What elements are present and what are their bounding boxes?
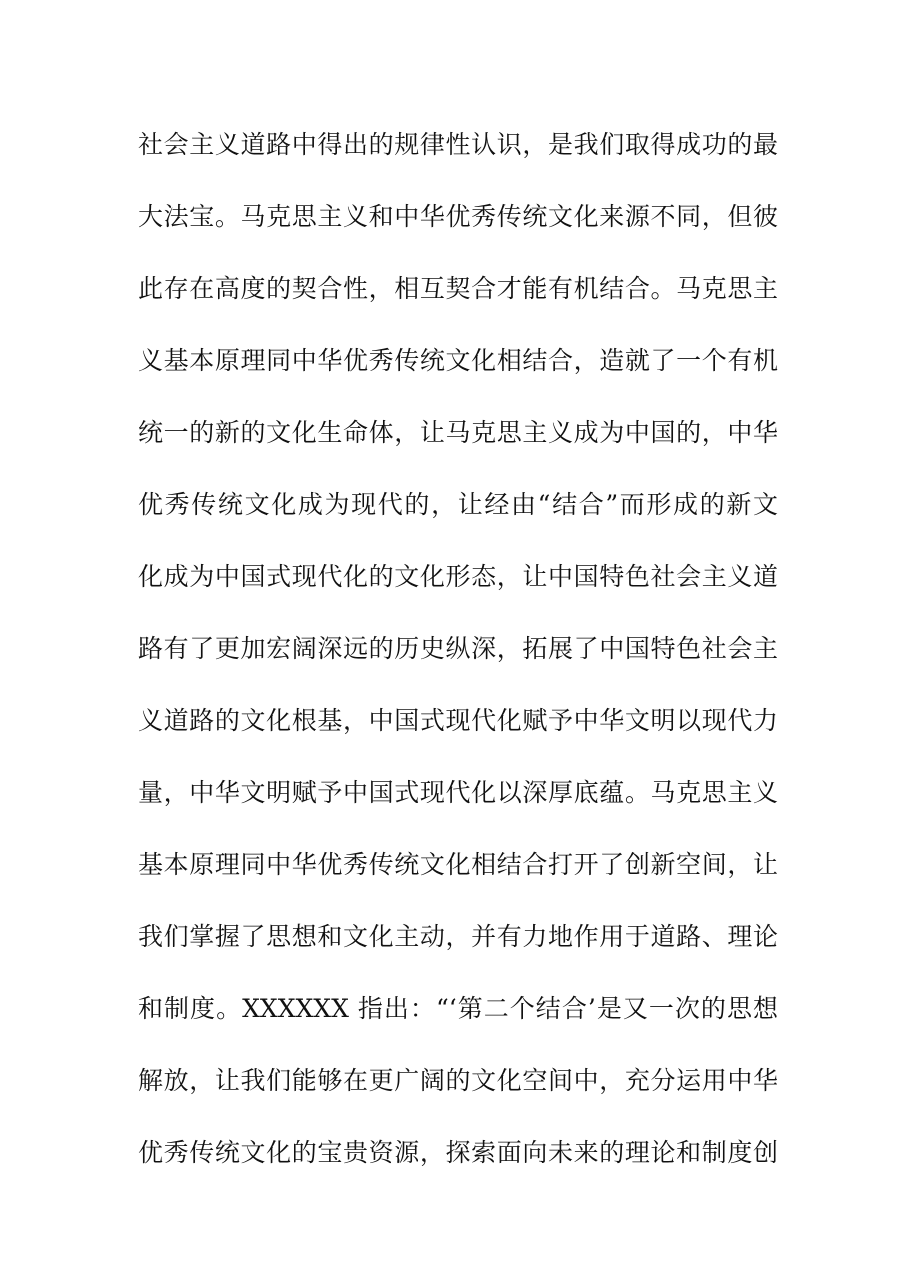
text-line: 路有了更加宏阔深远的历史纵深，拓展了中国特色社会主 <box>138 634 778 663</box>
text-line: 化成为中国式现代化的文化形态，让中国特色社会主义道 <box>138 562 778 591</box>
text-line: 和制度。XXXXXX 指出：“‘第二个结合’是又一次的思想 <box>138 994 778 1023</box>
text-line: 优秀传统文化成为现代的，让经由“结合”而形成的新文 <box>138 490 778 519</box>
text-line: 统一的新的文化生命体，让马克思主义成为中国的，中华 <box>138 418 778 447</box>
text-line: 优秀传统文化的宝贵资源，探索面向未来的理论和制度创 <box>138 1138 778 1167</box>
text-line: 大法宝。马克思主义和中华优秀传统文化来源不同，但彼 <box>138 202 778 231</box>
text-line: 此存在高度的契合性，相互契合才能有机结合。马克思主 <box>138 274 778 303</box>
text-line: 义基本原理同中华优秀传统文化相结合，造就了一个有机 <box>138 346 778 375</box>
text-line: 基本原理同中华优秀传统文化相结合打开了创新空间，让 <box>138 850 778 879</box>
text-line: 社会主义道路中得出的规律性认识，是我们取得成功的最 <box>138 130 778 159</box>
text-line: 解放，让我们能够在更广阔的文化空间中，充分运用中华 <box>138 1066 778 1095</box>
text-line: 义道路的文化根基，中国式现代化赋予中华文明以现代力 <box>138 706 778 735</box>
text-line: 我们掌握了思想和文化主动，并有力地作用于道路、理论 <box>138 922 778 951</box>
text-line: 量，中华文明赋予中国式现代化以深厚底蕴。马克思主义 <box>138 778 778 807</box>
